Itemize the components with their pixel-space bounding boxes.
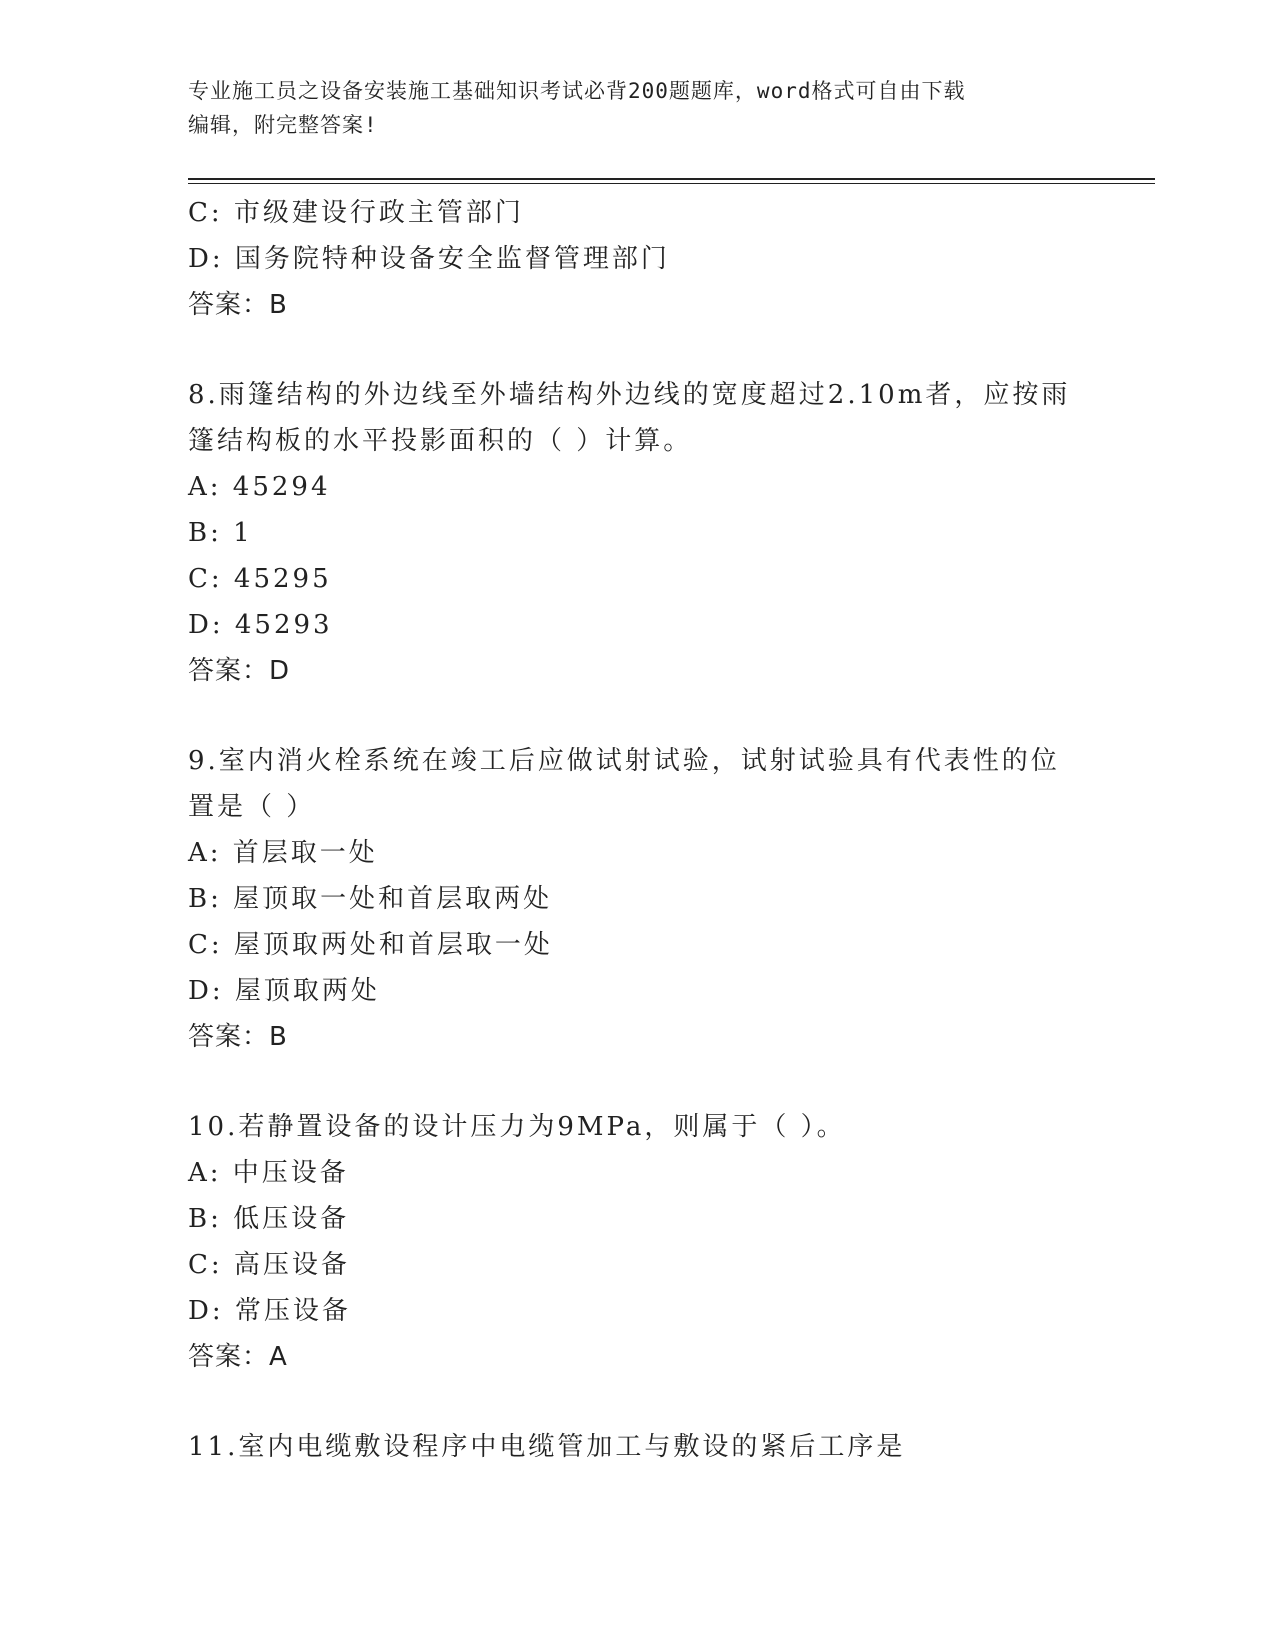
question-text: 9.室内消火栓系统在竣工后应做试射试验，试射试验具有代表性的位 (188, 746, 1060, 776)
option-c: C: 市级建设行政主管部门 (188, 198, 524, 228)
question-text-cont: 篷结构板的水平投影面积的（ ）计算。 (188, 426, 693, 456)
header-divider-thick (188, 178, 1155, 180)
answer-line: 答案：D (188, 656, 291, 686)
option-a: A: 中压设备 (188, 1158, 349, 1188)
header-divider-thin (188, 183, 1155, 184)
option-d: D: 屋顶取两处 (188, 976, 380, 1006)
option-c: C: 高压设备 (188, 1250, 350, 1280)
question-9 (188, 738, 1088, 1060)
option-c: C: 45295 (188, 564, 332, 594)
option-a: A: 首层取一处 (188, 838, 378, 868)
answer-line: 答案：A (188, 1342, 288, 1372)
option-b: B: 1 (188, 518, 253, 548)
question-text-cont: 置是（ ） (188, 792, 316, 822)
option-a: A: 45294 (188, 472, 331, 502)
question-content (188, 190, 1088, 1470)
question-7-continued (188, 190, 1088, 328)
question-text: 8.雨篷结构的外边线至外墙结构外边线的宽度超过2.10m者，应按雨 (188, 380, 1071, 410)
option-b: B: 屋顶取一处和首层取两处 (188, 884, 553, 914)
question-text: 11.室内电缆敷设程序中电缆管加工与敷设的紧后工序是 (188, 1432, 906, 1462)
spacer (188, 1060, 1088, 1104)
answer-line: 答案：B (188, 1022, 288, 1052)
document-header (188, 74, 1088, 142)
question-text: 10.若静置设备的设计压力为9MPa，则属于（ ）。 (188, 1112, 846, 1142)
header-title-line2: 编辑，附完整答案! (188, 113, 378, 137)
option-c: C: 屋顶取两处和首层取一处 (188, 930, 553, 960)
header-title-line1: 专业施工员之设备安装施工基础知识考试必背200题题库，word格式可自由下载 (188, 79, 966, 103)
option-b: B: 低压设备 (188, 1204, 350, 1234)
option-d: D: 45293 (188, 610, 333, 640)
spacer (188, 694, 1088, 738)
question-8 (188, 372, 1088, 694)
spacer (188, 328, 1088, 372)
spacer (188, 1380, 1088, 1424)
answer-line: 答案：B (188, 290, 288, 320)
option-d: D: 常压设备 (188, 1296, 351, 1326)
question-10 (188, 1104, 1088, 1380)
option-d: D: 国务院特种设备安全监督管理部门 (188, 244, 670, 274)
question-11 (188, 1424, 1088, 1470)
